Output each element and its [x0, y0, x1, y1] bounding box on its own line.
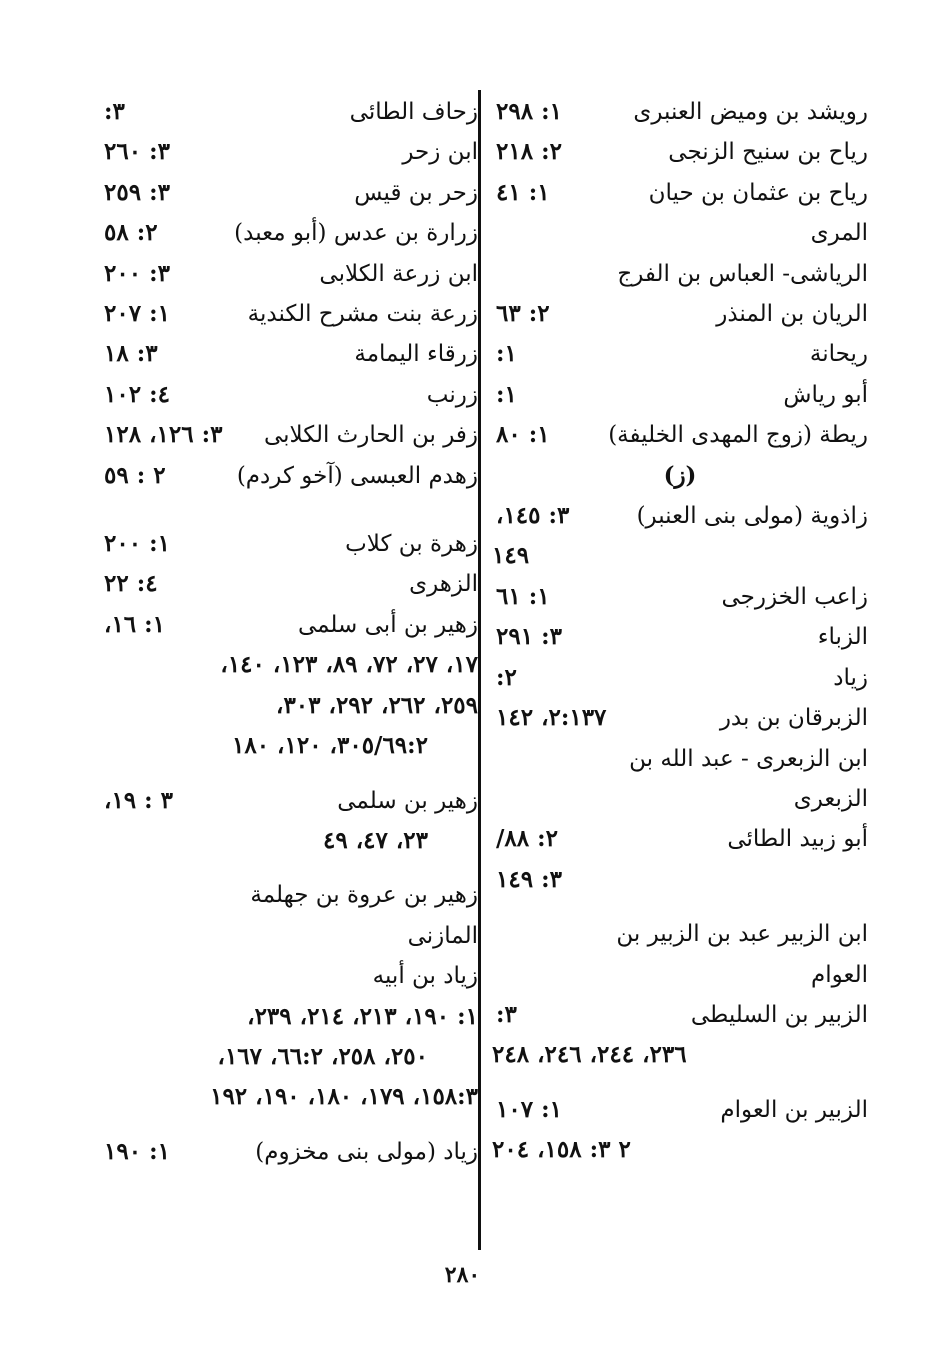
index-entry	[100, 334, 478, 374]
index-entry	[100, 456, 478, 496]
entry-reference: ١: ١٩٠	[104, 1137, 170, 1165]
index-column-right	[492, 92, 868, 1171]
index-entry	[492, 860, 868, 900]
entry-name: رويشد بن وميض العنبرى	[633, 99, 868, 125]
index-entry	[100, 524, 478, 564]
spacer	[100, 861, 478, 875]
entry-reference: ٣ : ١٩،	[104, 786, 174, 814]
entry-name: زحر بن قيس	[354, 179, 478, 206]
index-entry	[492, 294, 868, 334]
entry-reference: ٢:	[496, 663, 517, 691]
index-entry	[100, 254, 478, 294]
index-continuation-line: ١٤٩	[492, 542, 530, 570]
index-entry	[492, 995, 868, 1035]
entry-name: زهدم العبسى (آخو كردم)	[236, 462, 478, 489]
entry-reference: ٣: ٢٦٠	[104, 138, 170, 166]
index-entry	[100, 605, 478, 645]
index-entry	[100, 375, 478, 415]
entry-reference: ٢ : ٥٩	[104, 461, 166, 489]
index-continuation-line: ٢٥٩، ٢٦٢، ٢٩٢، ٣٠٣،	[276, 691, 478, 719]
entry-reference: ١: ٢٠٧	[104, 300, 170, 328]
entry-name: زفر بن الحارث الكلابى	[263, 422, 478, 449]
index-entry	[100, 956, 478, 996]
index-entry	[492, 496, 868, 536]
entry-name: رياح بن عثمان بن حيان	[648, 179, 868, 206]
index-entry	[492, 334, 868, 374]
index-continuation-line: ١٥٨:٣، ١٧٩، ١٨٠، ١٩٠، ١٩٢	[210, 1083, 478, 1111]
entry-reference: ٢: ٨٨/	[496, 825, 558, 853]
entry-reference: ٣: ٢٩١	[496, 623, 562, 651]
entry-name: العوام	[810, 961, 868, 988]
entry-name: زياد بن أبيه	[372, 963, 478, 990]
entry-name: الرياشى- العباس بن الفرج	[617, 260, 868, 287]
entry-name: زحاف الطائى	[349, 99, 478, 125]
index-entry	[492, 92, 868, 132]
index-entry	[492, 213, 868, 253]
index-continuation-line: ٢ ٣: ١٥٨، ٢٠٤	[492, 1136, 631, 1164]
index-entry	[100, 415, 478, 455]
entry-name: زهير بن عروة بن جهلمة	[250, 882, 478, 909]
entry-name: زهير بن سلمى	[337, 787, 478, 814]
index-entry	[492, 779, 868, 819]
index-entry	[492, 914, 868, 954]
entry-reference: ٣: ١٢٦، ١٢٨	[104, 421, 223, 449]
index-entry	[492, 173, 868, 213]
entry-name: ابن الزبير عبد بن الزبير بن	[616, 921, 868, 948]
entry-name: زرعة بنت مشرح الكندية	[247, 301, 478, 328]
entry-name: الزبرقان بن بدر	[719, 705, 868, 732]
entry-name: زياد (مولى بنى مخزوم)	[255, 1138, 478, 1165]
entry-name: الزباء	[817, 624, 868, 651]
entry-name: ابن زحر	[402, 139, 478, 166]
entry-reference: ٣: ١٨	[104, 340, 158, 368]
index-entry	[100, 213, 478, 253]
index-entry	[492, 955, 868, 995]
entry-reference: ٢: ٥٨	[104, 219, 158, 247]
index-entry	[100, 1132, 478, 1172]
index-continuation-line: ٢٣٦، ٢٤٤، ٢٤٦، ٢٤٨	[492, 1041, 687, 1069]
index-entry	[100, 294, 478, 334]
entry-reference: ٣: ١٤٩	[496, 865, 562, 893]
entry-name: ريحانة	[809, 341, 868, 368]
entry-reference: ٤: ١٠٢	[104, 380, 170, 408]
index-entry	[100, 781, 478, 821]
index-entry	[100, 173, 478, 213]
entry-reference: ١: ٦١	[496, 582, 550, 610]
entry-name: الريان بن المنذر	[716, 301, 868, 328]
entry-name: المازنى	[407, 922, 478, 949]
entry-reference: ١: ٢٠٠	[104, 530, 170, 558]
entry-name: زرارة بن عدس (أبو معبد)	[234, 220, 478, 247]
entry-reference: ٣:	[104, 98, 125, 125]
entry-name: زياد	[833, 664, 868, 691]
index-entry	[492, 415, 868, 455]
column-separator	[478, 90, 481, 1250]
index-continuation-line: ١٧، ٢٧، ٧٢، ٨٩، ١٢٣، ١٤٠،	[220, 651, 478, 679]
section-heading: (ز)	[663, 461, 697, 489]
entry-reference: ١: ٤١	[496, 178, 550, 206]
index-entry	[492, 617, 868, 657]
index-entry	[492, 658, 868, 698]
spacer	[100, 767, 478, 781]
index-entry	[492, 739, 868, 779]
entry-name: الزبير بن العوام	[720, 1096, 868, 1123]
index-entry	[100, 916, 478, 956]
index-entry	[100, 875, 478, 915]
entry-reference: ٢: ٢١٨	[496, 138, 562, 166]
entry-name: ابن زرعة الكلابى	[319, 260, 478, 287]
entry-name: زاعب الخزرجى	[721, 583, 868, 610]
index-entry	[492, 698, 868, 738]
entry-name: الزبعرى	[793, 785, 868, 812]
entry-name: رياح بن سنيح الزنجى	[668, 139, 868, 166]
entry-name: زهير بن أبى سلمى	[297, 611, 478, 638]
index-entry	[492, 577, 868, 617]
spacer	[492, 1076, 868, 1090]
entry-name: الزهرى	[409, 571, 478, 598]
spacer	[492, 900, 868, 914]
spacer	[100, 1118, 478, 1132]
index-entry	[100, 564, 478, 604]
index-continuation-line: ٣٠٥/٦٩:٢، ١٢٠، ١٨٠	[231, 732, 428, 760]
entry-name: أبو رياش	[783, 381, 868, 408]
entry-reference: ٣: ٢٥٩	[104, 178, 170, 206]
entry-name: زرقاء اليمامة	[354, 341, 478, 368]
entry-reference: ١: ٢٩٨	[496, 98, 562, 125]
index-entry	[100, 132, 478, 172]
entry-name: زهرة بن كلاب	[345, 531, 478, 558]
entry-reference: ٤: ٢٢	[104, 570, 158, 598]
entry-name: ابن الزبعرى - عبد الله بن	[629, 745, 868, 772]
index-continuation-line: ١: ١٩٠، ٢١٣، ٢١٤، ٢٣٩،	[247, 1002, 478, 1030]
index-continuation-line: ٢٥٠، ٢٥٨، ٦٦:٢، ١٦٧،	[217, 1042, 428, 1070]
entry-name: الزبير بن السليطى	[690, 1001, 868, 1028]
entry-reference: ٣: ١٤٥،	[496, 502, 570, 530]
index-entry	[492, 375, 868, 415]
entry-reference: ٢: ٦٣	[496, 300, 550, 328]
entry-name: أبو زبيد الطائى	[727, 826, 868, 853]
index-entry	[492, 254, 868, 294]
entry-reference: ١: ٨٠	[496, 421, 550, 449]
entry-reference: ٣: ٢٠٠	[104, 259, 170, 287]
entry-name: ريطة (زوج المهدى الخليفة)	[608, 422, 868, 449]
entry-reference: ١: ١٦،	[104, 610, 166, 638]
spacer	[100, 510, 478, 524]
entry-name: المرى	[810, 220, 868, 247]
entry-reference: ٢:١٣٧، ١٤٢	[496, 704, 607, 732]
entry-name: زاذوية (مولى بنى العنبر)	[636, 503, 868, 530]
entry-reference: ٣:	[496, 1000, 517, 1028]
entry-reference: ١:	[496, 340, 517, 368]
page-number: ٢٨٠	[444, 1262, 481, 1288]
entry-reference: ١: ١٠٧	[496, 1095, 562, 1123]
index-entry	[492, 132, 868, 172]
index-entry	[100, 92, 478, 132]
index-entry	[492, 819, 868, 859]
entry-reference: ١:	[496, 380, 517, 408]
index-entry	[492, 1090, 868, 1130]
spacer	[100, 496, 478, 510]
index-continuation-line: ٢٣، ٤٧، ٤٩	[322, 826, 428, 854]
entry-name: زرنب	[426, 381, 478, 408]
index-column-left	[100, 92, 478, 1172]
